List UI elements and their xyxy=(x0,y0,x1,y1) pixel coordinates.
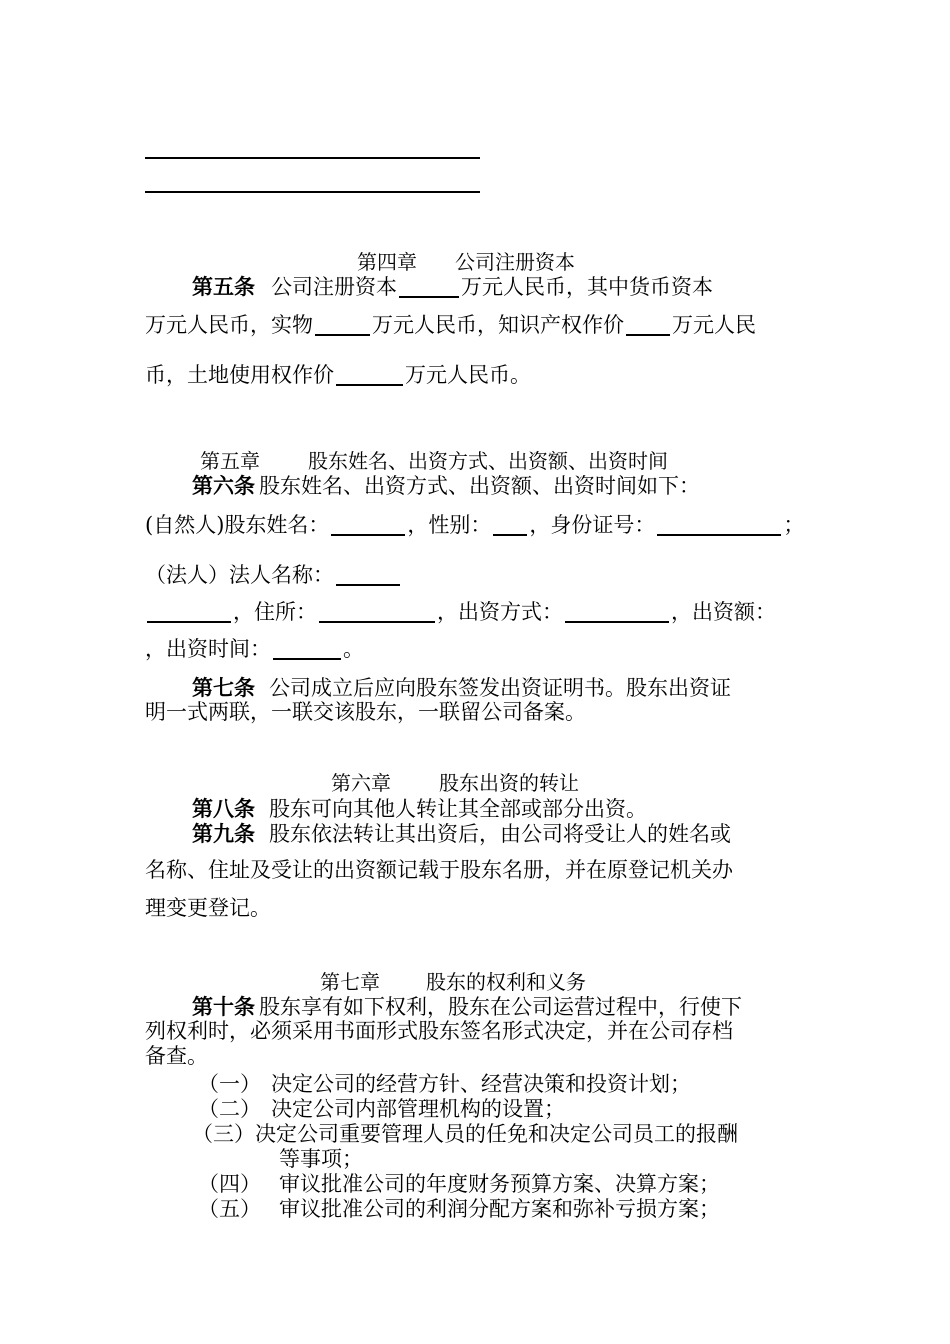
text: 股东可向其他人转让其全部或部分出资。 xyxy=(269,797,647,821)
blank-field xyxy=(493,514,527,536)
text: 列权利时，必须采用书面形式股东签名形式决定，并在公司存档 xyxy=(145,1019,733,1043)
list-item xyxy=(198,1174,720,1195)
article-10-line-1 xyxy=(192,996,742,1018)
chapter-title: 股东出资的转让 xyxy=(439,771,579,795)
text: 公司注册资本 xyxy=(271,275,397,299)
article-label: 第九条 xyxy=(192,821,255,846)
list-item-text: 决定公司的经营方针、经营决策和投资计划； xyxy=(271,1072,691,1096)
list-item xyxy=(198,1099,565,1120)
text: 万元人民币，知识产权作价 xyxy=(372,313,624,337)
text: 万元人民币，实物 xyxy=(145,313,313,337)
blank-field xyxy=(565,601,669,623)
text: 股东享有如下权利，股东在公司运营过程中，行使下 xyxy=(259,995,742,1019)
article-7-line-2 xyxy=(145,702,586,723)
blank-field xyxy=(336,564,400,586)
text: ，出资额： xyxy=(671,600,776,624)
blank-field xyxy=(626,314,670,336)
blank-field xyxy=(657,514,781,536)
text: 公司成立后应向股东签发出资证明书。股东出资证 xyxy=(269,676,731,700)
article-label: 第七条 xyxy=(192,675,255,700)
blank-field xyxy=(331,514,405,536)
signature-line-2 xyxy=(145,191,480,193)
article-label: 第六条 xyxy=(192,473,255,498)
list-item-number: （五） xyxy=(198,1197,261,1221)
chapter-7-heading xyxy=(320,972,586,992)
blank-field xyxy=(147,601,231,623)
chapter-number: 第六章 xyxy=(331,771,391,795)
text: 万元人民币，其中货币资本 xyxy=(461,275,713,299)
article-10-line-2 xyxy=(145,1021,733,1042)
text: ，住所： xyxy=(233,600,317,624)
chapter-4-heading xyxy=(357,252,575,272)
text: 万元人民币。 xyxy=(405,363,531,387)
list-item-text: 审议批准公司的利润分配方案和弥补亏损方案； xyxy=(279,1197,720,1221)
article-5-line-2 xyxy=(145,314,756,336)
article-6-line-4 xyxy=(145,601,776,623)
article-5-line-1 xyxy=(192,276,713,298)
text: ，性别： xyxy=(407,513,492,537)
article-6-line-1 xyxy=(192,475,700,497)
text: 名称、住址及受让的出资额记载于股东名册，并在原登记机关办 xyxy=(145,858,733,882)
blank-field xyxy=(319,601,435,623)
list-item-continuation xyxy=(279,1149,363,1170)
chapter-6-heading xyxy=(331,773,579,793)
article-label: 第五条 xyxy=(192,274,255,299)
article-9-line-1 xyxy=(192,823,731,845)
article-9-line-2 xyxy=(145,860,733,881)
text: 明一式两联，一联交该股东，一联留公司备案。 xyxy=(145,700,586,724)
list-item-number: （四） xyxy=(198,1172,261,1196)
list-item xyxy=(198,1199,720,1220)
article-6-line-2 xyxy=(145,514,804,536)
list-item-text: 决定公司内部管理机构的设置； xyxy=(271,1097,565,1121)
text: ； xyxy=(783,513,805,537)
blank-field xyxy=(273,638,341,660)
article-10-line-3 xyxy=(145,1046,208,1067)
chapter-number: 第四章 xyxy=(357,250,417,274)
text: 股东姓名、出资方式、出资额、出资时间如下： xyxy=(259,474,700,498)
article-label: 第十条 xyxy=(192,994,255,1019)
chapter-number: 第七章 xyxy=(320,970,380,994)
text: (自然人)股东姓名： xyxy=(145,513,330,537)
list-item xyxy=(198,1074,691,1095)
article-9-line-3 xyxy=(145,898,271,919)
signature-line-1 xyxy=(145,157,480,159)
list-item-number: （三） xyxy=(192,1122,255,1146)
article-7-line-1 xyxy=(192,677,731,699)
list-item-number: （二） xyxy=(198,1097,261,1121)
text: ，出资方式： xyxy=(437,600,563,624)
article-6-line-5 xyxy=(145,638,364,660)
list-item xyxy=(192,1124,738,1145)
text: 股东依法转让其出资后，由公司将受让人的姓名或 xyxy=(269,822,731,846)
chapter-title: 公司注册资本 xyxy=(455,250,575,274)
text: 。 xyxy=(343,637,364,661)
article-6-line-3 xyxy=(145,564,402,586)
chapter-title: 股东的权利和义务 xyxy=(426,970,586,994)
list-item-text: 决定公司重要管理人员的任免和决定公司员工的报酬 xyxy=(255,1122,738,1146)
chapter-number: 第五章 xyxy=(200,449,260,473)
list-item-text: 审议批准公司的年度财务预算方案、决算方案； xyxy=(279,1172,720,1196)
text: ，出资时间： xyxy=(145,637,271,661)
chapter-title: 股东姓名、出资方式、出资额、出资时间 xyxy=(308,449,668,473)
list-item-number: （一） xyxy=(198,1072,261,1096)
article-8-line-1 xyxy=(192,798,647,820)
blank-field xyxy=(336,364,403,386)
article-label: 第八条 xyxy=(192,796,255,821)
blank-field xyxy=(399,276,459,298)
list-item-text: 等事项； xyxy=(279,1147,363,1171)
text: 万元人民 xyxy=(672,313,756,337)
text: 理变更登记。 xyxy=(145,896,271,920)
text: 币，土地使用权作价 xyxy=(145,363,334,387)
text: ，身份证号： xyxy=(529,513,656,537)
text: 备查。 xyxy=(145,1044,208,1068)
chapter-5-heading xyxy=(200,451,668,471)
article-5-line-3 xyxy=(145,364,531,386)
text: （法人）法人名称： xyxy=(145,563,334,587)
blank-field xyxy=(315,314,370,336)
